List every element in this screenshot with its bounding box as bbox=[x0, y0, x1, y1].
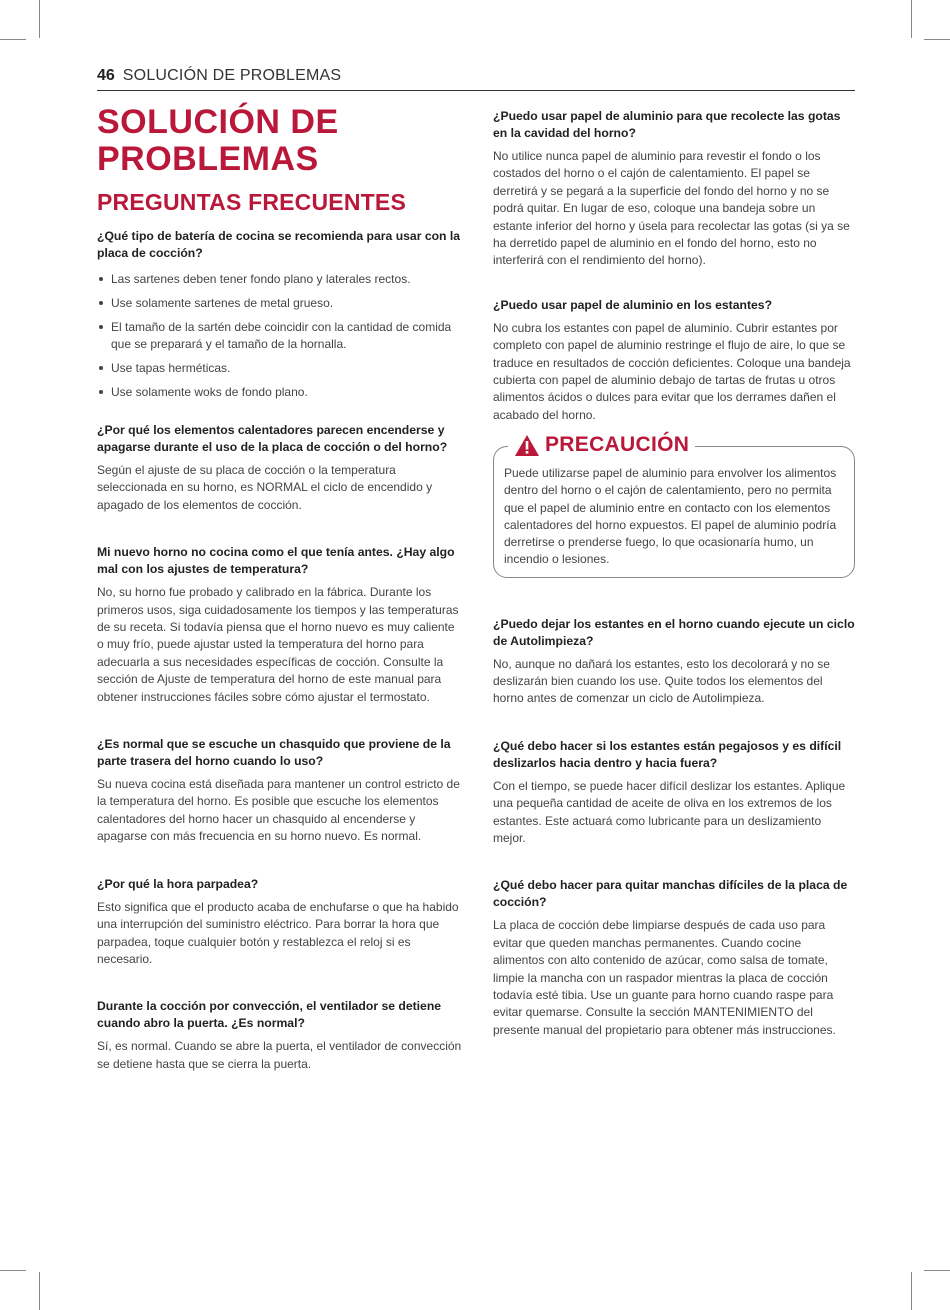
caution-text: Puede utilizarse papel de aluminio para envolver los alimentos dentro del horno o el cajón de calentamiento, pero no permita que el papel de aluminio entre en contacto con los elementos calentadores del horno expuestos. El papel de aluminio podría derretirse o prenderse fuego, lo que ocasionaría humo, un incendio o lesiones. bbox=[504, 466, 837, 567]
faq-elements-cycle bbox=[97, 422, 462, 514]
faq-foil-cavity bbox=[493, 108, 855, 270]
crop-mark-top-left-h bbox=[0, 39, 26, 40]
crop-mark-bottom-left bbox=[39, 1272, 40, 1310]
faq-foil-racks bbox=[493, 297, 855, 424]
faq-answer: Con el tiempo, se puede hacer difícil deslizar los estantes. Aplique una pequeña cantidad de aceite de oliva en los extremos de los estantes. Este actuará como lubricante para un deslizamiento mejor. bbox=[493, 778, 846, 845]
crop-mark-bottom-left-h bbox=[0, 1270, 26, 1271]
faq-clock-flashing bbox=[97, 876, 462, 969]
faq-cooktop-stains bbox=[493, 877, 855, 1039]
faq-answer: Esto significa que el producto acaba de enchufarse o que ha habido una interrupción del suministro eléctrico. Para borrar la hora que parpadea, toque cualquier botón y restablezca el reloj si es necesario. bbox=[97, 899, 459, 966]
crop-mark-bottom-right-h bbox=[924, 1270, 950, 1271]
left-column bbox=[97, 104, 462, 1073]
caution-title: PRECAUCIÓN bbox=[545, 433, 690, 457]
faq-answer: Su nueva cocina está diseñada para mantener un control estricto de la temperatura del horno. Es posible que escuche los elementos calentadores del horno hacer un chasquido al encenderse y apagarse con más frecuencia en su horno nuevo. Es normal. bbox=[97, 777, 460, 844]
faq-question: ¿Puedo dejar los estantes en el horno cuando ejecute un ciclo de Autolimpieza? bbox=[493, 616, 855, 648]
crop-mark-top-left bbox=[39, 0, 40, 38]
page-title bbox=[97, 104, 462, 178]
page-subtitle: PREGUNTAS FRECUENTES bbox=[97, 189, 406, 215]
faq-answer: No utilice nunca papel de aluminio para revestir el fondo o los costados del horno o el cajón de calentamiento. El papel se derretirá y se pegará a la superficie del fondo del horno y no se podrá quitar. En lugar de eso, coloque una bandeja sobre un estante inferior del horno y úsela para recolectar las gotas (si ya se ha derretido papel de aluminio en el fondo del horno, esto no interferirá con el rendimiento del horno). bbox=[493, 149, 850, 268]
faq-bullet-list bbox=[97, 271, 462, 401]
faq-question: ¿Puedo usar papel de aluminio para que recolecte las gotas en la cavidad del horno? bbox=[493, 109, 841, 140]
caution-header bbox=[508, 433, 695, 457]
faq-question: ¿Por qué la hora parpadea? bbox=[97, 876, 259, 891]
crop-mark-bottom-right bbox=[911, 1272, 912, 1310]
faq-question: ¿Qué debo hacer si los estantes están pegajosos y es difícil deslizarlos hacia dentro y hacia fuera? bbox=[493, 738, 842, 770]
list-item: Las sartenes deben tener fondo plano y laterales rectos. bbox=[97, 271, 462, 288]
faq-answer: La placa de cocción debe limpiarse después de cada uso para evitar que queden manchas permanentes. Cuando cocine alimentos con alto contenido de azúcar, como salsa de tomate, limpie la mancha con un raspador mientras la placa de cocción todavía esté tibia. Use un guante para horno cuando raspe para evitar quemarse. Consulte la sección MANTENIMIENTO del presente manual del propietario para obtener más instrucciones. bbox=[493, 918, 836, 1037]
faq-question: Durante la cocción por convección, el ventilador se detiene cuando abro la puerta. ¿Es normal? bbox=[97, 999, 442, 1031]
list-item: Use tapas herméticas. bbox=[97, 360, 462, 377]
faq-question: ¿Puedo usar papel de aluminio en los estantes? bbox=[493, 297, 773, 312]
page-header bbox=[97, 67, 855, 91]
faq-answer: Según el ajuste de su placa de cocción o la temperatura seleccionada en su horno, es NORMAL el ciclo de encendido y apagado de los elementos de cocción. bbox=[97, 463, 433, 512]
right-column bbox=[493, 108, 855, 1039]
page-title-line1: SOLUCIÓN DE bbox=[97, 103, 339, 141]
faq-self-clean-racks bbox=[493, 616, 855, 708]
list-item: El tamaño de la sartén debe coincidir con la cantidad de comida que se preparará y el tamaño de la hornalla. bbox=[97, 319, 462, 353]
faq-question: ¿Qué debo hacer para quitar manchas difíciles de la placa de cocción? bbox=[493, 878, 848, 910]
caution-box bbox=[493, 433, 855, 577]
faq-question: ¿Qué tipo de batería de cocina se recomienda para usar con la placa de cocción? bbox=[97, 229, 461, 260]
faq-cookware bbox=[97, 228, 462, 401]
faq-question: ¿Es normal que se escuche un chasquido que proviene de la parte trasera del horno cuando lo uso? bbox=[97, 737, 451, 769]
faq-answer: No, su horno fue probado y calibrado en la fábrica. Durante los primeros usos, siga cuidadosamente los tiempos y las temperaturas de su receta. Si todavía piensa que el horno nuevo es muy caliente o muy frío, puede ajustar usted la temperatura del horno para adecuarla a sus necesidades específicas de cocción. Consulte la sección de Ajuste de temperatura del horno de este manual para obtener instrucciones fáciles sobre cómo ajustar el termostato. bbox=[97, 585, 459, 704]
crop-mark-top-right bbox=[911, 0, 912, 38]
list-item: Use solamente woks de fondo plano. bbox=[97, 384, 462, 401]
faq-answer: No, aunque no dañará los estantes, esto los decolorará y no se deslizarán bien cuando los use. Quite todos los elementos del horno antes de comenzar un ciclo de Autolimpieza. bbox=[493, 656, 830, 706]
faq-clicking-noise bbox=[97, 736, 462, 846]
faq-question: ¿Por qué los elementos calentadores parecen encenderse y apagarse durante el uso de la placa de cocción o del horno? bbox=[97, 423, 448, 454]
faq-question: Mi nuevo horno no cocina como el que tenía antes. ¿Hay algo mal con los ajustes de temperatura? bbox=[97, 545, 455, 577]
warning-triangle-icon bbox=[514, 434, 540, 457]
page-title-line2: PROBLEMAS bbox=[97, 140, 319, 178]
section-name: SOLUCIÓN DE PROBLEMAS bbox=[122, 67, 342, 84]
faq-convection-fan bbox=[97, 998, 462, 1073]
faq-sticky-racks bbox=[493, 738, 855, 848]
faq-new-oven-temperature bbox=[97, 544, 462, 706]
crop-mark-top-right-h bbox=[924, 39, 950, 40]
page-number: 46 bbox=[97, 67, 115, 84]
faq-answer: No cubra los estantes con papel de aluminio. Cubrir estantes por completo con papel de aluminio restringe el flujo de aire, lo que se traduce en resultados de cocción deficientes. Coloque una bandeja cubierta con papel de aluminio debajo de tartas de frutas u otros alimentos ácidos o dulces para evitar que los derrames dañen el acabado del horno. bbox=[493, 320, 851, 422]
faq-answer: Sí, es normal. Cuando se abre la puerta, el ventilador de convección se detiene hasta que se cierra la puerta. bbox=[97, 1039, 462, 1071]
list-item: Use solamente sartenes de metal grueso. bbox=[97, 295, 462, 312]
